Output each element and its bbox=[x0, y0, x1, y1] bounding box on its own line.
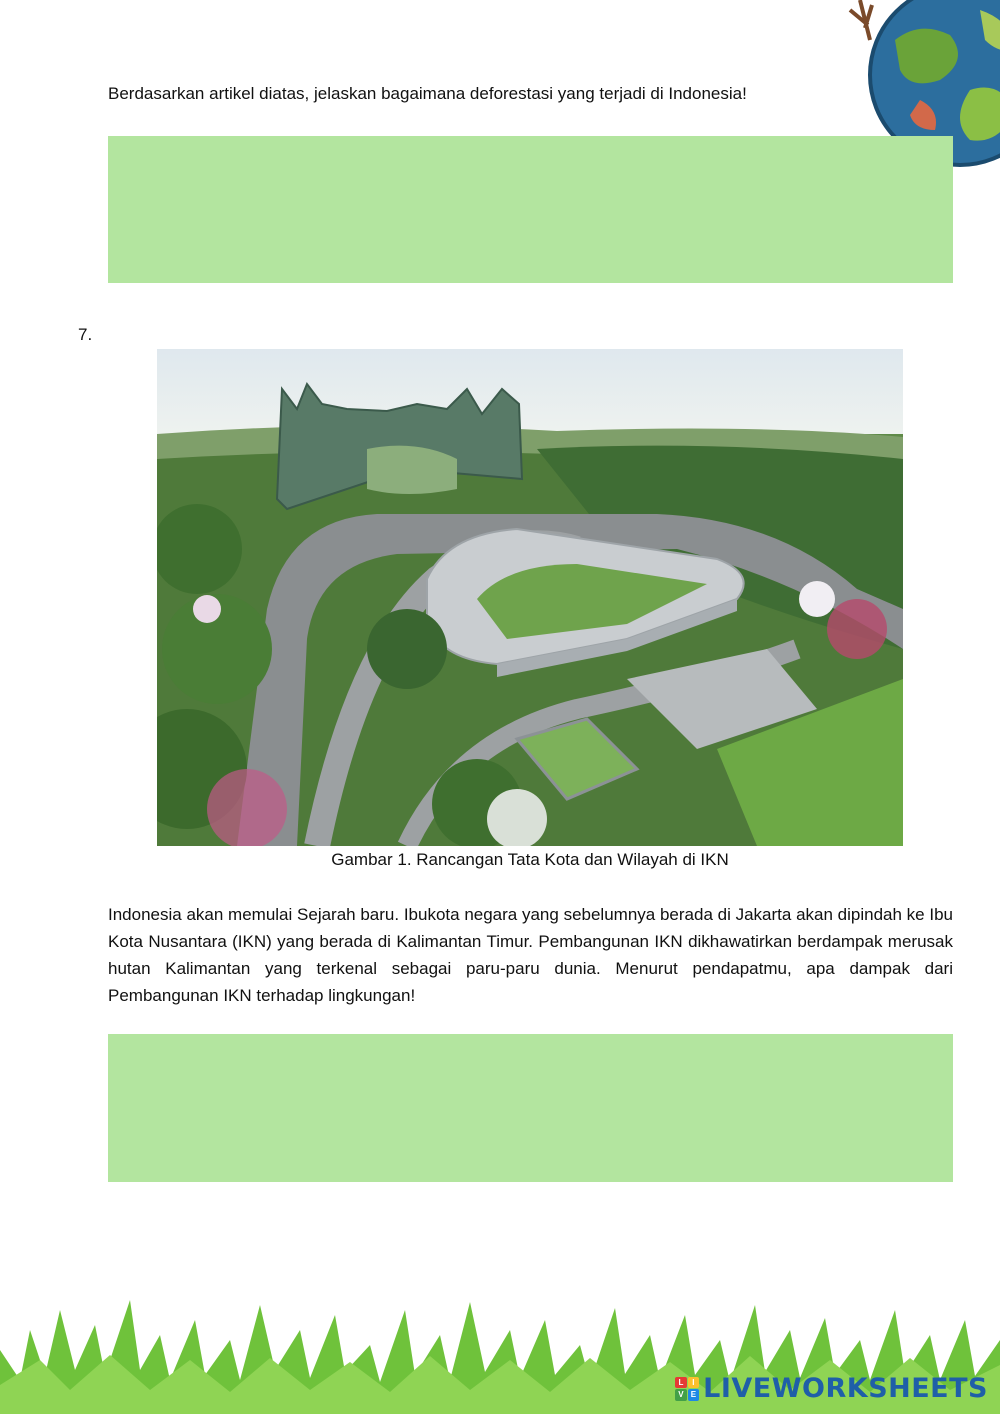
ikn-city-plan-image bbox=[157, 349, 903, 846]
liveworksheets-logo-text: LIVEWORKSHEETS bbox=[703, 1373, 988, 1404]
logo-mark-letter: V bbox=[675, 1389, 687, 1401]
liveworksheets-logo-mark bbox=[675, 1377, 699, 1401]
logo-mark-letter: E bbox=[688, 1389, 700, 1401]
question-7-paragraph: Indonesia akan memulai Sejarah baru. Ibukota negara yang sebelumnya berada di Jakarta akan dipindah ke Ibu Kota Nusantara (IKN) yang berada di Kalimantan Timur. Pembangunan IKN dikhawatirkan berdampak merusak hutan Kalimantan yang terkenal sebagai paru-paru dunia. Menurut pendapatmu, apa dampak dari Pembangunan IKN terhadap lingkungan! bbox=[108, 905, 953, 1005]
answer-box-question-6[interactable] bbox=[108, 136, 953, 283]
question-6-prompt: Berdasarkan artikel diatas, jelaskan bagaimana deforestasi yang terjadi di Indonesia! bbox=[108, 84, 747, 103]
question-7-number: 7. bbox=[78, 325, 93, 344]
image-caption: Gambar 1. Rancangan Tata Kota dan Wilayah di IKN bbox=[331, 850, 729, 869]
logo-mark-letter: L bbox=[675, 1377, 687, 1389]
answer-box-question-7[interactable] bbox=[108, 1034, 953, 1182]
liveworksheets-logo bbox=[675, 1373, 988, 1404]
logo-mark-letter: I bbox=[688, 1377, 700, 1389]
